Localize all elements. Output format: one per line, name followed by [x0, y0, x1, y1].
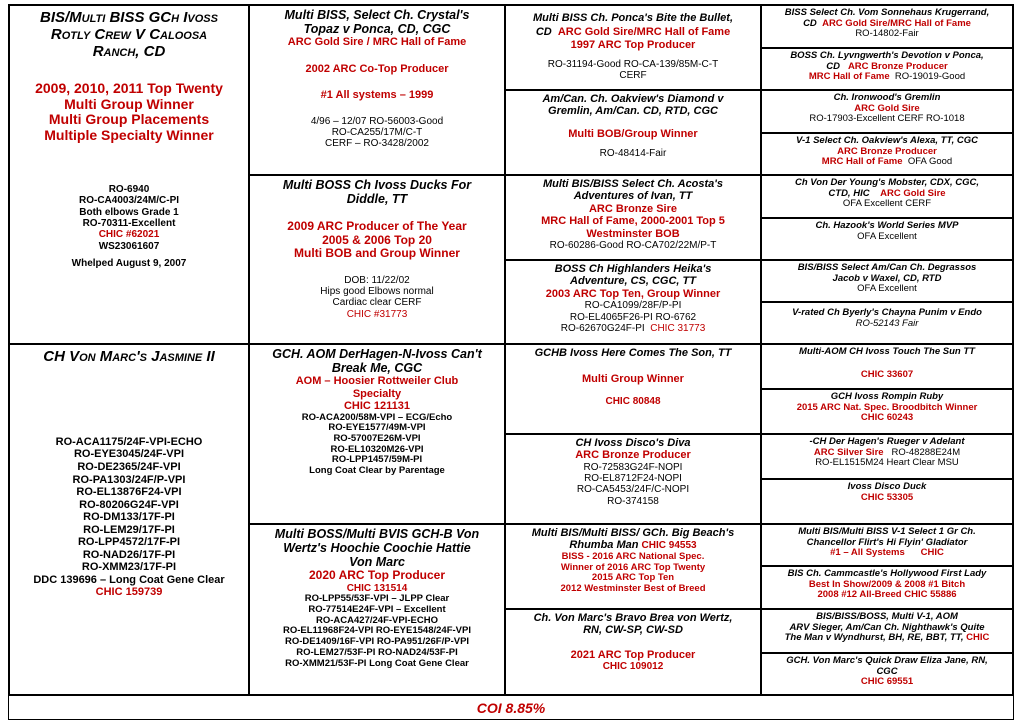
gen4-cell [761, 260, 1013, 302]
award: 2015 ARC Nat. Spec. Broodbitch Winner [796, 401, 978, 413]
pedigree-table [8, 4, 1014, 720]
health-info: RO-XMM21/53F-PI Long Coat Gene Clear [285, 657, 469, 669]
sire-title: 2009, 2010, 2011 Top Twenty [35, 79, 223, 96]
sire-health: RO-CA4003/24M/C-PI [78, 195, 180, 207]
gen2-cell [249, 5, 505, 175]
award: #1 – All Systems [830, 547, 905, 559]
health-info: CERF [619, 70, 647, 82]
gen3-cell [505, 175, 761, 260]
health-info: RO-62670G24F-PI [560, 322, 645, 334]
gen4-cell [761, 218, 1013, 260]
dog-name: Diddle, TT [346, 192, 408, 207]
award: 2015 ARC Top Ten [591, 572, 675, 584]
sire-health: Both elbows Grade 1 [79, 206, 179, 218]
dog-name: CH Ivoss Disco's Diva [575, 437, 691, 449]
gen4-cell [761, 479, 1013, 524]
dam-health: RO-80206G24F-VPI [79, 498, 179, 511]
chic-number: CHIC 80848 [605, 395, 661, 407]
dog-name: V-rated Ch Byerly's Chayna Punim v Endo [792, 307, 982, 318]
health-info: RO-DE1409/16F-VPI RO-PA951/26F/P-VPI [284, 636, 470, 648]
award: 2005 & 2006 Top 20 [322, 232, 432, 247]
dog-name: CTD, HIC [828, 187, 870, 199]
gen2-cell [249, 524, 505, 695]
health-info: Hips good Elbows normal [320, 286, 434, 298]
dog-name: Multi-AOM CH Ivoss Touch The Sun TT [799, 346, 975, 357]
award: ARC Bronze Sire [588, 202, 678, 215]
health-info: RO-EL10320M26-VPI [330, 443, 424, 455]
award: ARC Gold Sire [854, 102, 920, 114]
dog-name: Am/Can. Ch. Oakview's Diamond v [542, 93, 724, 105]
health-info: RO-EYE1577/49M-VPI [328, 422, 426, 434]
chic-number: CHIC 69551 [860, 676, 914, 688]
health-info: RO-14802-Fair [855, 28, 919, 40]
gen2-cell [249, 344, 505, 524]
health-info: RO-EL8712F24-NOPI [584, 473, 682, 485]
dog-name: Multi BIS/Multi BISS V-1 Select 1 Gr Ch. [798, 526, 976, 537]
award: ARC Bronze Producer [847, 60, 948, 72]
health-info: RO-19019-Good [894, 71, 966, 83]
health-info: DOB: 11/22/02 [344, 274, 410, 286]
sire-title: Multi Group Winner [64, 95, 194, 112]
health-info: OFA Excellent [857, 283, 917, 295]
dog-name: Rhumba Man [569, 539, 639, 552]
sire-name-line: BIS/Multi BISS GCh Ivoss [40, 9, 218, 26]
sire-name-line: Rotly Crew V Caloosa [50, 25, 208, 43]
award: #1 All systems – 1999 [320, 89, 434, 102]
award: ARC Bronze Producer [837, 145, 937, 157]
sire-name-line: Ranch, CD [92, 42, 166, 60]
dog-name: The Man v Wyndhurst, BH, RE, BBT, TT, [784, 632, 964, 644]
dam-health: DDC 139696 – Long Coat Gene Clear [33, 573, 225, 586]
dog-name: Ivoss Disco Duck [847, 481, 927, 492]
health-info: OFA Excellent CERF [842, 198, 932, 210]
health-info: RO-LPP55/53F-VPI – JLPP Clear [304, 593, 450, 605]
award: Multi Group Winner [582, 373, 684, 386]
dog-name: Multi BOSS Ch Ivoss Ducks For [282, 178, 472, 192]
dog-name: CD [826, 60, 841, 72]
gen3-cell [505, 90, 761, 175]
chic-number: CHIC 131514 [346, 582, 408, 594]
health-info: RO-LPP1457/59M-PI [331, 454, 423, 466]
dog-name: GCH Ivoss Rompin Ruby [830, 391, 944, 402]
health-info: RO-374158 [607, 495, 659, 507]
dog-name: Multi BOSS/Multi BVIS GCH-B Von [274, 527, 480, 541]
dam-chic: CHIC 159739 [95, 586, 163, 599]
dam-health: RO-LEM29/17F-PI [83, 523, 175, 536]
gen4-cell [761, 90, 1013, 133]
health-info: 4/96 – 12/07 RO-56003-Good [310, 115, 444, 127]
health-info: OFA Good [907, 156, 953, 168]
gen3-cell [505, 524, 761, 609]
dog-name: CD [803, 17, 817, 29]
gen4-cell [761, 5, 1013, 48]
gen2-cell [249, 175, 505, 344]
award: Best In Show/2009 & 2008 #1 Bitch [808, 578, 966, 590]
sire-cell [9, 5, 249, 344]
award: ARC Silver Sire [813, 446, 884, 458]
chic-number: CHIC 33607 [860, 368, 914, 380]
gen4-cell [761, 609, 1013, 653]
award: ARC Bronze Producer [575, 449, 691, 462]
award: Westminster BOB [586, 227, 680, 240]
dog-name: Multi BIS/Multi BISS/ GCh. Big Beach's [531, 527, 735, 539]
health-info: RO-EL11968F24-VPI RO-EYE1548/24F-VPI [283, 625, 471, 637]
award: 2009 ARC Producer of The Year [287, 219, 467, 234]
dam-health: RO-ACA1175/24F-VPI-ECHO [55, 435, 203, 448]
dog-name: Ch Von Der Young's Mobster, CDX, CGC, [794, 177, 979, 188]
sire-whelped: Whelped August 9, 2007 [71, 257, 187, 269]
gen4-cell [761, 48, 1013, 90]
chic-number: CHIC 109012 [602, 661, 664, 673]
sire-health: RO-6940 [108, 184, 150, 196]
award: 2003 ARC Top Ten, Group Winner [545, 287, 721, 300]
gen4-cell [761, 434, 1013, 479]
chic-number: CHIC 60243 [860, 412, 914, 424]
award: Multi BOB/Group Winner [568, 127, 698, 140]
dam-health: RO-EYE3045/24F-VPI [73, 448, 185, 461]
dog-name: Multi BISS, Select Ch. Crystal's [284, 8, 470, 22]
sire-title: Multiple Specialty Winner [44, 127, 214, 144]
award: BISS - 2016 ARC National Spec. [561, 550, 705, 562]
dog-name: Wertz's Hoochie Coochie Hattie [283, 541, 471, 556]
dam-health: RO-NAD26/17F-PI [82, 548, 176, 561]
health-info: CERF – RO-3428/2002 [325, 138, 429, 150]
chic-number: CHIC 94553 [641, 540, 697, 552]
dam-health: RO-LPP4572/17F-PI [77, 536, 181, 549]
dam-name: CH Von Marc's Jasmine II [43, 348, 215, 365]
dog-name: Von Marc [349, 555, 405, 570]
dog-name: Multi BIS/BISS Select Ch. Acosta's [542, 178, 724, 190]
gen3-cell [505, 5, 761, 90]
dam-health: RO-DE2365/24F-VPI [77, 461, 181, 473]
dog-name: GCH. AOM DerHagen-N-Ivoss Can't [272, 347, 482, 361]
dog-name: V-1 Select Ch. Oakview's Alexa, TT, CGC [796, 135, 978, 146]
dog-name: Adventure, CS, CGC, TT [570, 275, 696, 288]
chic-number: CHIC [966, 632, 990, 644]
health-info: RO-72583G24F-NOPI [583, 461, 683, 473]
health-info: RO-48414-Fair [599, 148, 667, 160]
gen4-cell [761, 302, 1013, 344]
dog-name: BOSS Ch Highlanders Heika's [554, 263, 712, 275]
award: Winner of 2016 ARC Top Twenty [560, 561, 706, 573]
dog-name: CD [535, 26, 552, 39]
gen4-cell [761, 133, 1013, 175]
chic-number: CHIC [920, 547, 944, 559]
dog-name: RN, CW-SP, CW-SD [583, 624, 683, 637]
award: 2002 ARC Co-Top Producer [305, 62, 449, 75]
award: MRC Hall of Fame, 2000-2001 Top 5 [541, 215, 725, 228]
gen4-cell [761, 653, 1013, 695]
dog-name: BIS Ch. Cammcastle's Hollywood First Lady [787, 568, 987, 579]
award: ARC Gold Sire/MRC Hall of Fame [822, 17, 971, 29]
sire-ws: WS23061607 [98, 240, 160, 252]
award: ARC Gold Sire/MRC Hall of Fame [557, 26, 731, 39]
health-info: RO-ACA427/24F-VPI-ECHO [316, 614, 438, 626]
award: Multi BOB and Group Winner [294, 246, 460, 261]
health-info: RO-57007E26M-VPI [333, 432, 421, 444]
award: 1997 ARC Top Producer [570, 38, 696, 51]
award: MRC Hall of Fame [808, 71, 890, 83]
dog-name: BIS/BISS Select Am/Can Ch. Degrassos [797, 262, 977, 273]
dog-name: Break Me, CGC [331, 361, 423, 376]
gen4-cell [761, 524, 1013, 566]
health-info: RO-CA255/17M/C-T [331, 126, 423, 138]
dog-name: Jacob v Waxel, CD, RTD [832, 272, 942, 284]
award: Specialty [352, 387, 402, 400]
award: ARC Gold Sire [880, 187, 946, 199]
gen4-cell [761, 175, 1013, 218]
gen3-cell [505, 609, 761, 695]
sire-title: Multi Group Placements [48, 111, 210, 128]
health-info: RO-EL4065F26-PI RO-6762 [569, 311, 697, 323]
dam-health: RO-EL13876F24-VPI [76, 486, 182, 499]
health-info: RO-31194-Good RO-CA-139/85M-C-T [547, 58, 719, 70]
dam-health: RO-DM133/17F-PI [83, 511, 175, 524]
gen4-cell [761, 389, 1013, 434]
coi-footer: COI 8.85% [9, 695, 1013, 719]
chic-number: CHIC 53305 [860, 491, 914, 503]
gen4-cell [761, 344, 1013, 389]
dog-name: Ch. Hazook's World Series MVP [815, 220, 959, 231]
dog-name: Ch. Von Marc's Bravo Brea von Wertz, [533, 612, 733, 624]
award: AOM – Hoosier Rottweiler Club [295, 375, 459, 388]
award: 2020 ARC Top Producer [308, 568, 446, 583]
dog-name: CGC [876, 665, 898, 677]
health-info: Long Coat Clear by Parentage [309, 465, 445, 477]
dog-name: GCH. Von Marc's Quick Draw Eliza Jane, RN, [786, 655, 988, 666]
gen3-cell [505, 260, 761, 344]
health-info: Cardiac clear CERF [332, 297, 422, 309]
award: 2008 #12 All-Breed CHIC 55886 [817, 589, 957, 601]
dog-name: -CH Der Hagen's Rueger v Adelant [809, 436, 965, 447]
gen3-cell [505, 344, 761, 434]
health-info: RO-ACA200/58M-VPI – ECG/Echo [301, 411, 453, 423]
chic-number: CHIC 31773 [650, 322, 706, 334]
dog-name: Topaz v Ponca, CD, CGC [303, 22, 451, 37]
health-info: OFA Excellent [857, 230, 917, 242]
dog-name: Adventures of Ivan, TT [573, 190, 693, 203]
dam-health: RO-XMM23/17F-PI [81, 561, 177, 574]
gen3-cell [505, 434, 761, 524]
award: 2021 ARC Top Producer [570, 648, 696, 661]
health-info: RO-48288E24M [891, 446, 961, 458]
gen4-cell [761, 566, 1013, 609]
dog-name: Gremlin, Am/Can. CD, RTD, CGC [548, 105, 718, 118]
health-info: RO-CA1099/28F/P-PI [584, 300, 682, 312]
health-info: RO-LEM27/53F-PI RO-NAD24/53F-PI [296, 646, 458, 658]
dog-name: BIS/BISS/BOSS, Multi V-1, AOM [816, 611, 958, 622]
chic-number: CHIC #31773 [346, 308, 408, 320]
health-info: RO-EL1515M24 Heart Clear MSU [815, 457, 959, 469]
dam-cell [9, 344, 249, 695]
dog-name: Chancellor Flirt's Hi Flyin' Gladiator [806, 536, 968, 548]
dog-name: BOSS Ch. Lyvngwerth's Devotion v Ponca, [790, 50, 984, 61]
health-info: RO-CA5453/24F/C-NOPI [576, 484, 690, 496]
sire-chic: CHIC #62021 [98, 229, 160, 241]
award: 2012 Westminster Best of Breed [560, 583, 706, 595]
health-info: RO-17903-Excellent CERF RO-1018 [809, 113, 965, 125]
dog-name: Multi BISS Ch. Ponca's Bite the Bullet, [532, 12, 734, 24]
award: CHIC 121131 [343, 400, 411, 413]
award: ARC Gold Sire / MRC Hall of Fame [287, 36, 467, 49]
dog-name: BISS Select Ch. Vom Sonnehaus Krugerrand, [784, 7, 990, 18]
award: MRC Hall of Fame [821, 156, 903, 168]
health-info: RO-60286-Good RO-CA702/22M/P-T [549, 240, 717, 252]
sire-health: RO-70311-Excellent [82, 217, 176, 229]
dog-name: Ch. Ironwood's Gremlin [833, 92, 941, 103]
dam-health: RO-PA1303/24F/P-VPI [72, 473, 186, 486]
dog-name: GCHB Ivoss Here Comes The Son, TT [534, 347, 732, 359]
health-info: RO-77514E24F-VPI – Excellent [308, 603, 446, 615]
health-info: RO-52143 Fair [855, 317, 919, 329]
dog-name: ARV Sieger, Am/Can Ch. Nighthawk's Quite [789, 621, 985, 633]
